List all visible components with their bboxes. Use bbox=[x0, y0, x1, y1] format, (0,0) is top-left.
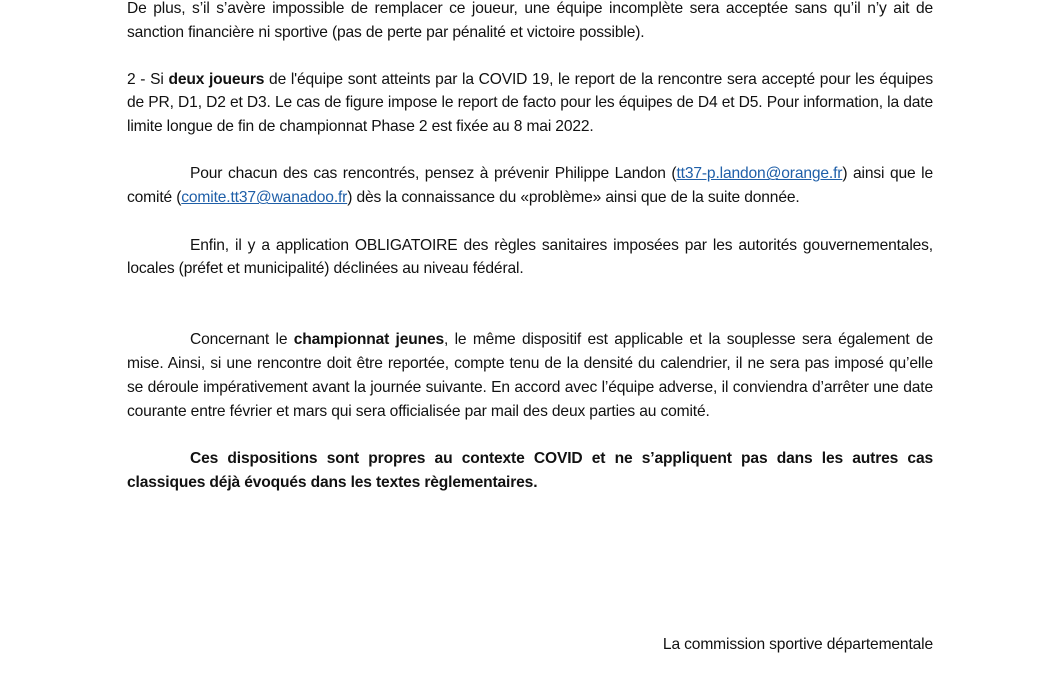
paragraph-two-players-prefix: 2 - Si bbox=[127, 70, 169, 88]
paragraph-covid-provisions bbox=[127, 447, 933, 495]
paragraph-youth-championship bbox=[127, 328, 933, 423]
paragraph-two-players-bold: deux joueurs bbox=[168, 70, 265, 88]
paragraph-contacts-part2: ) ainsi que le comité ( bbox=[127, 165, 933, 207]
paragraph-incomplete-team-text: De plus, s’il s’avère impossible de remplacer ce joueur, une équipe incomplète sera acceptée sans qu’il n’y ait de sanction financière ni sportive (pas de perte par pénalité et victoire possible). bbox=[127, 0, 933, 41]
paragraph-contacts-part3: ) dès la connaissance du «problème» ainsi que de la suite donnée. bbox=[347, 189, 800, 207]
paragraph-contacts-part1: Pour chacun des cas rencontrés, pensez à prévenir Philippe Landon ( bbox=[190, 165, 677, 183]
paragraph-two-players bbox=[127, 68, 933, 139]
signature: La commission sportive départementale bbox=[662, 636, 933, 653]
paragraph-sanitary-rules-text: Enfin, il y a application OBLIGATOIRE des règles sanitaires imposées par les autorités gouvernementales, locales (préfet et municipalité) déclinées au niveau fédéral. bbox=[127, 236, 933, 278]
paragraph-covid-provisions-text: Ces dispositions sont propres au contexte COVID et ne s’appliquent pas dans les autres cas classiques déjà évoqués dans les textes règlementaires. bbox=[127, 449, 933, 491]
paragraph-youth-prefix: Concernant le bbox=[190, 331, 294, 349]
email-link-landon[interactable]: tt37-p.landon@orange.fr bbox=[676, 165, 843, 183]
paragraph-youth-bold: championnat jeunes bbox=[293, 331, 445, 349]
paragraph-two-players-suffix: de l'équipe sont atteints par la COVID 19, le report de la rencontre sera accepté pour les équipes de PR, D1, D2 et D3. Le cas de figure impose le report de facto pour les équipes de D4 et D5. Pour information, la date limite longue de fin de championnat Phase 2 est fixée au 8 mai 2022. bbox=[127, 70, 934, 136]
email-link-comite[interactable]: comite.tt37@wanadoo.fr bbox=[181, 189, 348, 207]
paragraph-sanitary-rules bbox=[127, 234, 933, 282]
document-body bbox=[127, 0, 933, 494]
paragraph-contacts bbox=[127, 162, 933, 210]
paragraph-youth-suffix: , le même dispositif est applicable et la souplesse sera également de mise. Ainsi, si une rencontre doit être reportée, compte tenu de la densité du calendrier, il ne sera pas imposé qu’elle se déroule impérativement avant la journée suivante. En accord avec l’équipe adverse, il conviendra d’arrêter une date courante entre février et mars qui sera officialisée par mail des deux parties au comité. bbox=[127, 331, 933, 420]
paragraph-incomplete-team bbox=[127, 0, 933, 45]
